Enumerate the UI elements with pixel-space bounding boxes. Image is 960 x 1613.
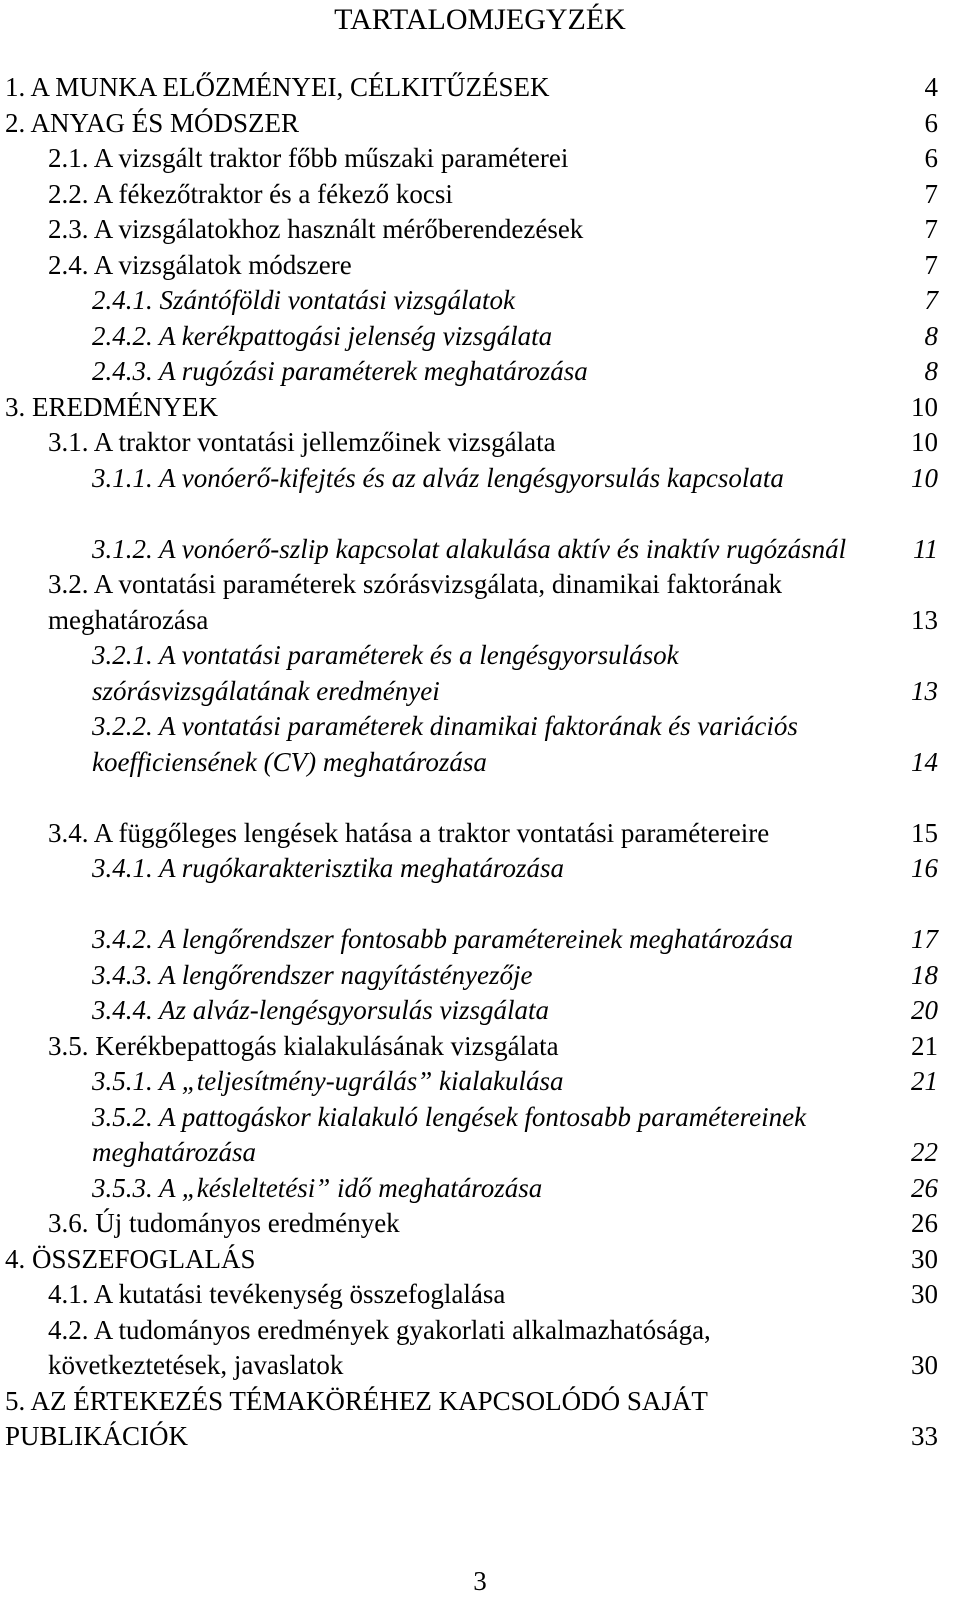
page-number: 3 [473,1566,487,1596]
toc-entry-label: 2. ANYAG ÉS MÓDSZER [5,107,300,138]
table-of-contents [0,70,960,1455]
toc-entry-3 [0,390,960,426]
toc-entry-label: 4. ÖSSZEFOGLALÁS [5,1243,256,1274]
toc-entry-label: 3.4.3. A lengőrendszer nagyítástényezője [92,959,533,990]
toc-entry-2-2 [0,177,960,213]
toc-entry-label: 3.1.2. A vonóerő-szlip kapcsolat alakulása aktív és inaktív rugózásnál [92,533,847,564]
toc-entry-page: 30 [911,1279,938,1309]
toc-entry-3-5 [0,1029,960,1065]
toc-entry-3-1-1 [0,461,960,497]
toc-entry-page: 10 [911,391,938,422]
toc-entry-3-4-2 [0,887,960,958]
toc-entry-page: 7 [924,285,938,315]
toc-entry-2-4-2 [0,319,960,355]
toc-entry-3-2-2 [0,709,960,780]
toc-entry-label: 2.2. A fékezőtraktor és a fékező kocsi [48,178,453,209]
toc-entry-page: 16 [911,853,938,883]
toc-entry-page: 17 [911,924,938,954]
toc-entry-5 [0,1384,960,1455]
toc-entry-3-1-2 [0,496,960,567]
toc-entry-page: 6 [924,143,938,173]
toc-entry-label: 3.5. Kerékbepattogás kialakulásának vizsgálata [48,1030,559,1061]
toc-entry-3-5-3 [0,1171,960,1207]
toc-entry-label: 3.6. Új tudományos eredmények [48,1208,400,1238]
toc-entry-3-4 [0,780,960,851]
toc-entry-label: 3.1. A traktor vontatási jellemzőinek vizsgálata [48,427,556,457]
toc-entry-2-3 [0,212,960,248]
toc-entry-3-2 [0,567,960,638]
toc-entry-page: 13 [911,604,938,635]
toc-entry-page: 14 [911,746,938,777]
toc-entry-label: 2.3. A vizsgálatokhoz használt mérőberendezések [48,214,584,244]
toc-entry-2-4-1 [0,283,960,319]
toc-entry-page: 7 [924,178,938,209]
toc-entry-3-4-1 [0,851,960,887]
toc-entry-page: 33 [911,1421,938,1451]
toc-entry-label: 3.1.1. A vonóerő-kifejtés és az alváz lengésgyorsulás kapcsolata [92,462,784,493]
toc-entry-page: 15 [911,817,938,848]
toc-entry-label: 3.2. A vontatási paraméterek szórásvizsgálata, dinamikai faktorának meghatározása [48,569,782,635]
toc-entry-4 [0,1242,960,1278]
toc-entry-3-5-1 [0,1064,960,1100]
toc-entry-page: 13 [911,675,938,706]
toc-entry-page: 7 [924,249,938,280]
toc-entry-label: 2.4. A vizsgálatok módszere [48,249,352,280]
toc-entry-page: 22 [911,1137,938,1167]
toc-entry-3-5-2 [0,1100,960,1171]
page-title: TARTALOMJEGYZÉK [334,3,626,36]
toc-entry-3-4-4 [0,993,960,1029]
toc-entry-page: 21 [911,1030,938,1061]
toc-entry-label: 3.5.1. A „teljesítmény-ugrálás” kialakulása [92,1066,564,1096]
toc-entry-2-4 [0,248,960,284]
toc-entry-page: 26 [911,1208,938,1238]
toc-entry-label: 3.2.1. A vontatási paraméterek és a lengésgyorsulások szórásvizsgálatának eredményei [92,640,679,706]
toc-entry-page: 30 [911,1350,938,1380]
toc-entry-page: 8 [924,356,938,386]
toc-entry-label: 3.4.1. A rugókarakterisztika meghatározása [92,853,564,883]
toc-entry-label: 3. EREDMÉNYEK [5,391,218,422]
toc-entry-label: 4.1. A kutatási tevékenység összefoglalása [48,1279,506,1309]
toc-entry-label: 2.4.3. A rugózási paraméterek meghatározása [92,356,588,386]
toc-entry-page: 11 [913,533,938,564]
toc-entry-page: 18 [911,959,938,990]
toc-entry-label: 4.2. A tudományos eredmények gyakorlati alkalmazhatósága, következtetések, javaslatok [48,1314,711,1380]
toc-entry-label: 2.4.2. A kerékpattogási jelenség vizsgálata [92,320,553,351]
toc-entry-page: 7 [924,214,938,244]
toc-entry-3-1 [0,425,960,461]
toc-entry-page: 21 [911,1066,938,1096]
toc-entry-page: 8 [924,320,938,351]
toc-entry-label: 3.4.4. Az alváz-lengésgyorsulás vizsgálata [92,995,549,1025]
toc-entry-2 [0,106,960,142]
toc-entry-4-1 [0,1277,960,1313]
toc-entry-4-2 [0,1313,960,1384]
toc-entry-label: 3.5.3. A „késleltetési” idő meghatározása [92,1172,543,1203]
toc-entry-page: 6 [924,107,938,138]
toc-entry-label: 3.5.2. A pattogáskor kialakuló lengések fontosabb paramétereinek meghatározása [92,1101,807,1167]
toc-entry-page: 20 [911,995,938,1025]
toc-entry-page: 30 [911,1243,938,1274]
toc-entry-3-4-3 [0,958,960,994]
toc-entry-label: 5. AZ ÉRTEKEZÉS TÉMAKÖRÉHEZ KAPCSOLÓDÓ SAJÁT PUBLIKÁCIÓK [5,1385,708,1451]
toc-entry-3-2-1 [0,638,960,709]
toc-entry-label: 2.1. A vizsgált traktor főbb műszaki paraméterei [48,143,569,173]
toc-entry-label: 1. A MUNKA ELŐZMÉNYEI, CÉLKITŰZÉSEK [5,72,550,102]
toc-entry-page: 10 [911,462,938,493]
toc-entry-1 [0,70,960,106]
toc-entry-3-6 [0,1206,960,1242]
toc-entry-label: 3.2.2. A vontatási paraméterek dinamikai faktorának és variációs koefficiensének (CV) meghatározása [92,711,798,777]
toc-entry-page: 26 [911,1172,938,1203]
toc-entry-label: 2.4.1. Szántóföldi vontatási vizsgálatok [92,285,515,315]
toc-entry-page: 4 [924,72,938,102]
toc-entry-label: 3.4. A függőleges lengések hatása a traktor vontatási paramétereire [48,817,770,848]
toc-entry-page: 10 [911,427,938,457]
toc-entry-2-1 [0,141,960,177]
toc-entry-label: 3.4.2. A lengőrendszer fontosabb paramétereinek meghatározása [92,924,793,954]
toc-entry-2-4-3 [0,354,960,390]
